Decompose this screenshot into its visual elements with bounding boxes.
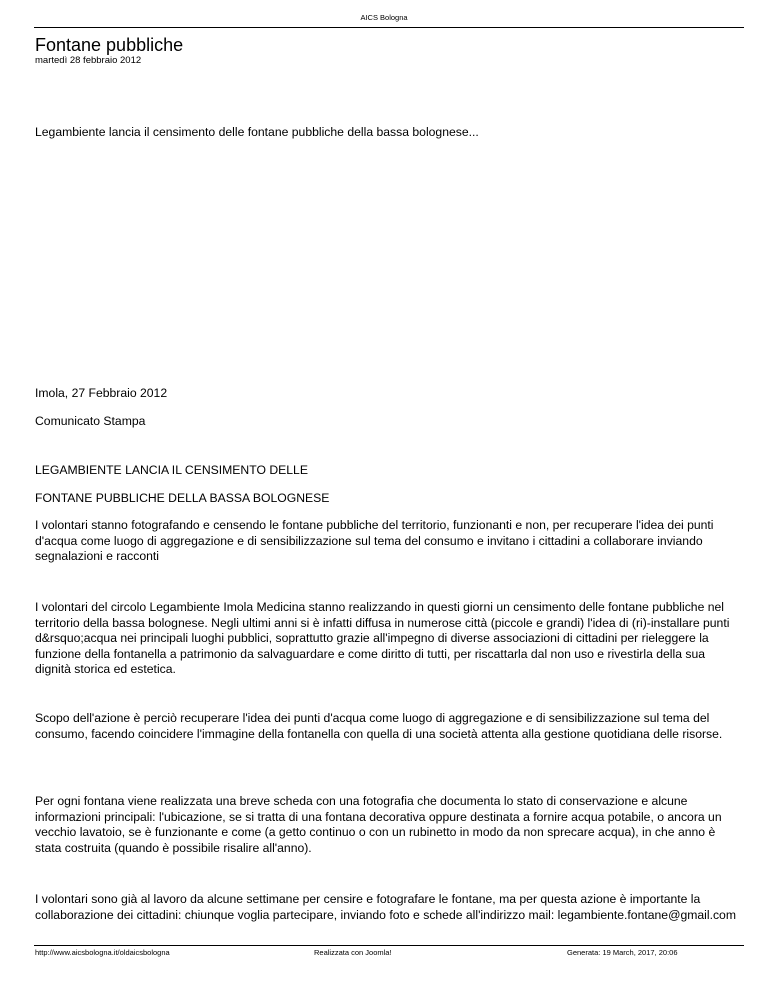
article-paragraph: Per ogni fontana viene realizzata una breve scheda con una fotografia che documenta lo stato di conservazione e alcune informazioni principali: l'ubicazione, se si tratta di una fontana decorativa oppure destinata a fornire acqua potabile, o ancora un vecchio lavatoio, se è funzionante e come (a getto continuo o con un rubinetto in modo da non sprecare acqua), in che anno è stata costruita (quando è possibile risalire all'anno).	[35, 794, 722, 855]
footer-url-link[interactable]: http://www.aicsbologna.it/oldaicsbologna	[35, 948, 170, 957]
headline-line-2: FONTANE PUBBLICHE DELLA BASSA BOLOGNESE	[35, 491, 330, 505]
article-paragraph: Scopo dell'azione è perciò recuperare l'idea dei punti d'acqua come luogo di aggregazione e di sensibilizzazione sul tema del consumo, facendo coincidere l'immagine della fontanella con quella di una società attenta alla gestione quotidiana delle risorse.	[35, 711, 723, 741]
footer-credit: Realizzata con Joomla!	[314, 948, 392, 957]
article-date: martedì 28 febbraio 2012	[35, 55, 142, 66]
press-release-label: Comunicato Stampa	[35, 414, 146, 428]
footer-divider	[34, 945, 744, 946]
article-paragraph: I volontari del circolo Legambiente Imola Medicina stanno realizzando in questi giorni un censimento delle fontane pubbliche nel territorio della bassa bolognese. Negli ultimi anni si è infatti diffusa in numerose città (piccole e grandi) l'idea di (ri)-installare punti d&rsquo;acqua nei principali luoghi pubblici, soprattutto grazie all'impegno di diverse associazioni di cittadini per rieleggere la funzione della fontanella a patrimonio da salvaguardare e come diritto di tutti, per riscattarla dal non uso e rivestirla della sua dignità storica ed estetica.	[35, 600, 730, 676]
article-place-date: Imola, 27 Febbraio 2012	[35, 386, 168, 400]
article-title: Fontane pubbliche	[35, 35, 184, 55]
article-intro: Legambiente lancia il censimento delle fontane pubbliche della bassa bolognese...	[35, 125, 479, 139]
headline-line-1: LEGAMBIENTE LANCIA IL CENSIMENTO DELLE	[35, 463, 308, 477]
footer-generated-date: Generata: 19 March, 2017, 20:06	[567, 948, 678, 957]
article-paragraph: I volontari sono già al lavoro da alcune settimane per censire e fotografare le fontane, ma per questa azione è importante la collaborazione dei cittadini: chiunque voglia partecipare, inviando foto e schede all'indirizzo mail: legambiente.fontane@gmail.com	[35, 892, 736, 922]
article-paragraph: I volontari stanno fotografando e censendo le fontane pubbliche del territorio, funzionanti e non, per recuperare l'idea dei punti d'acqua come luogo di aggregazione e di sensibilizzazione sul tema del consumo e invitano i cittadini a collaborare inviando segnalazioni e racconti	[35, 518, 714, 563]
header-divider	[34, 27, 744, 28]
site-header: AICS Bologna	[360, 13, 408, 22]
